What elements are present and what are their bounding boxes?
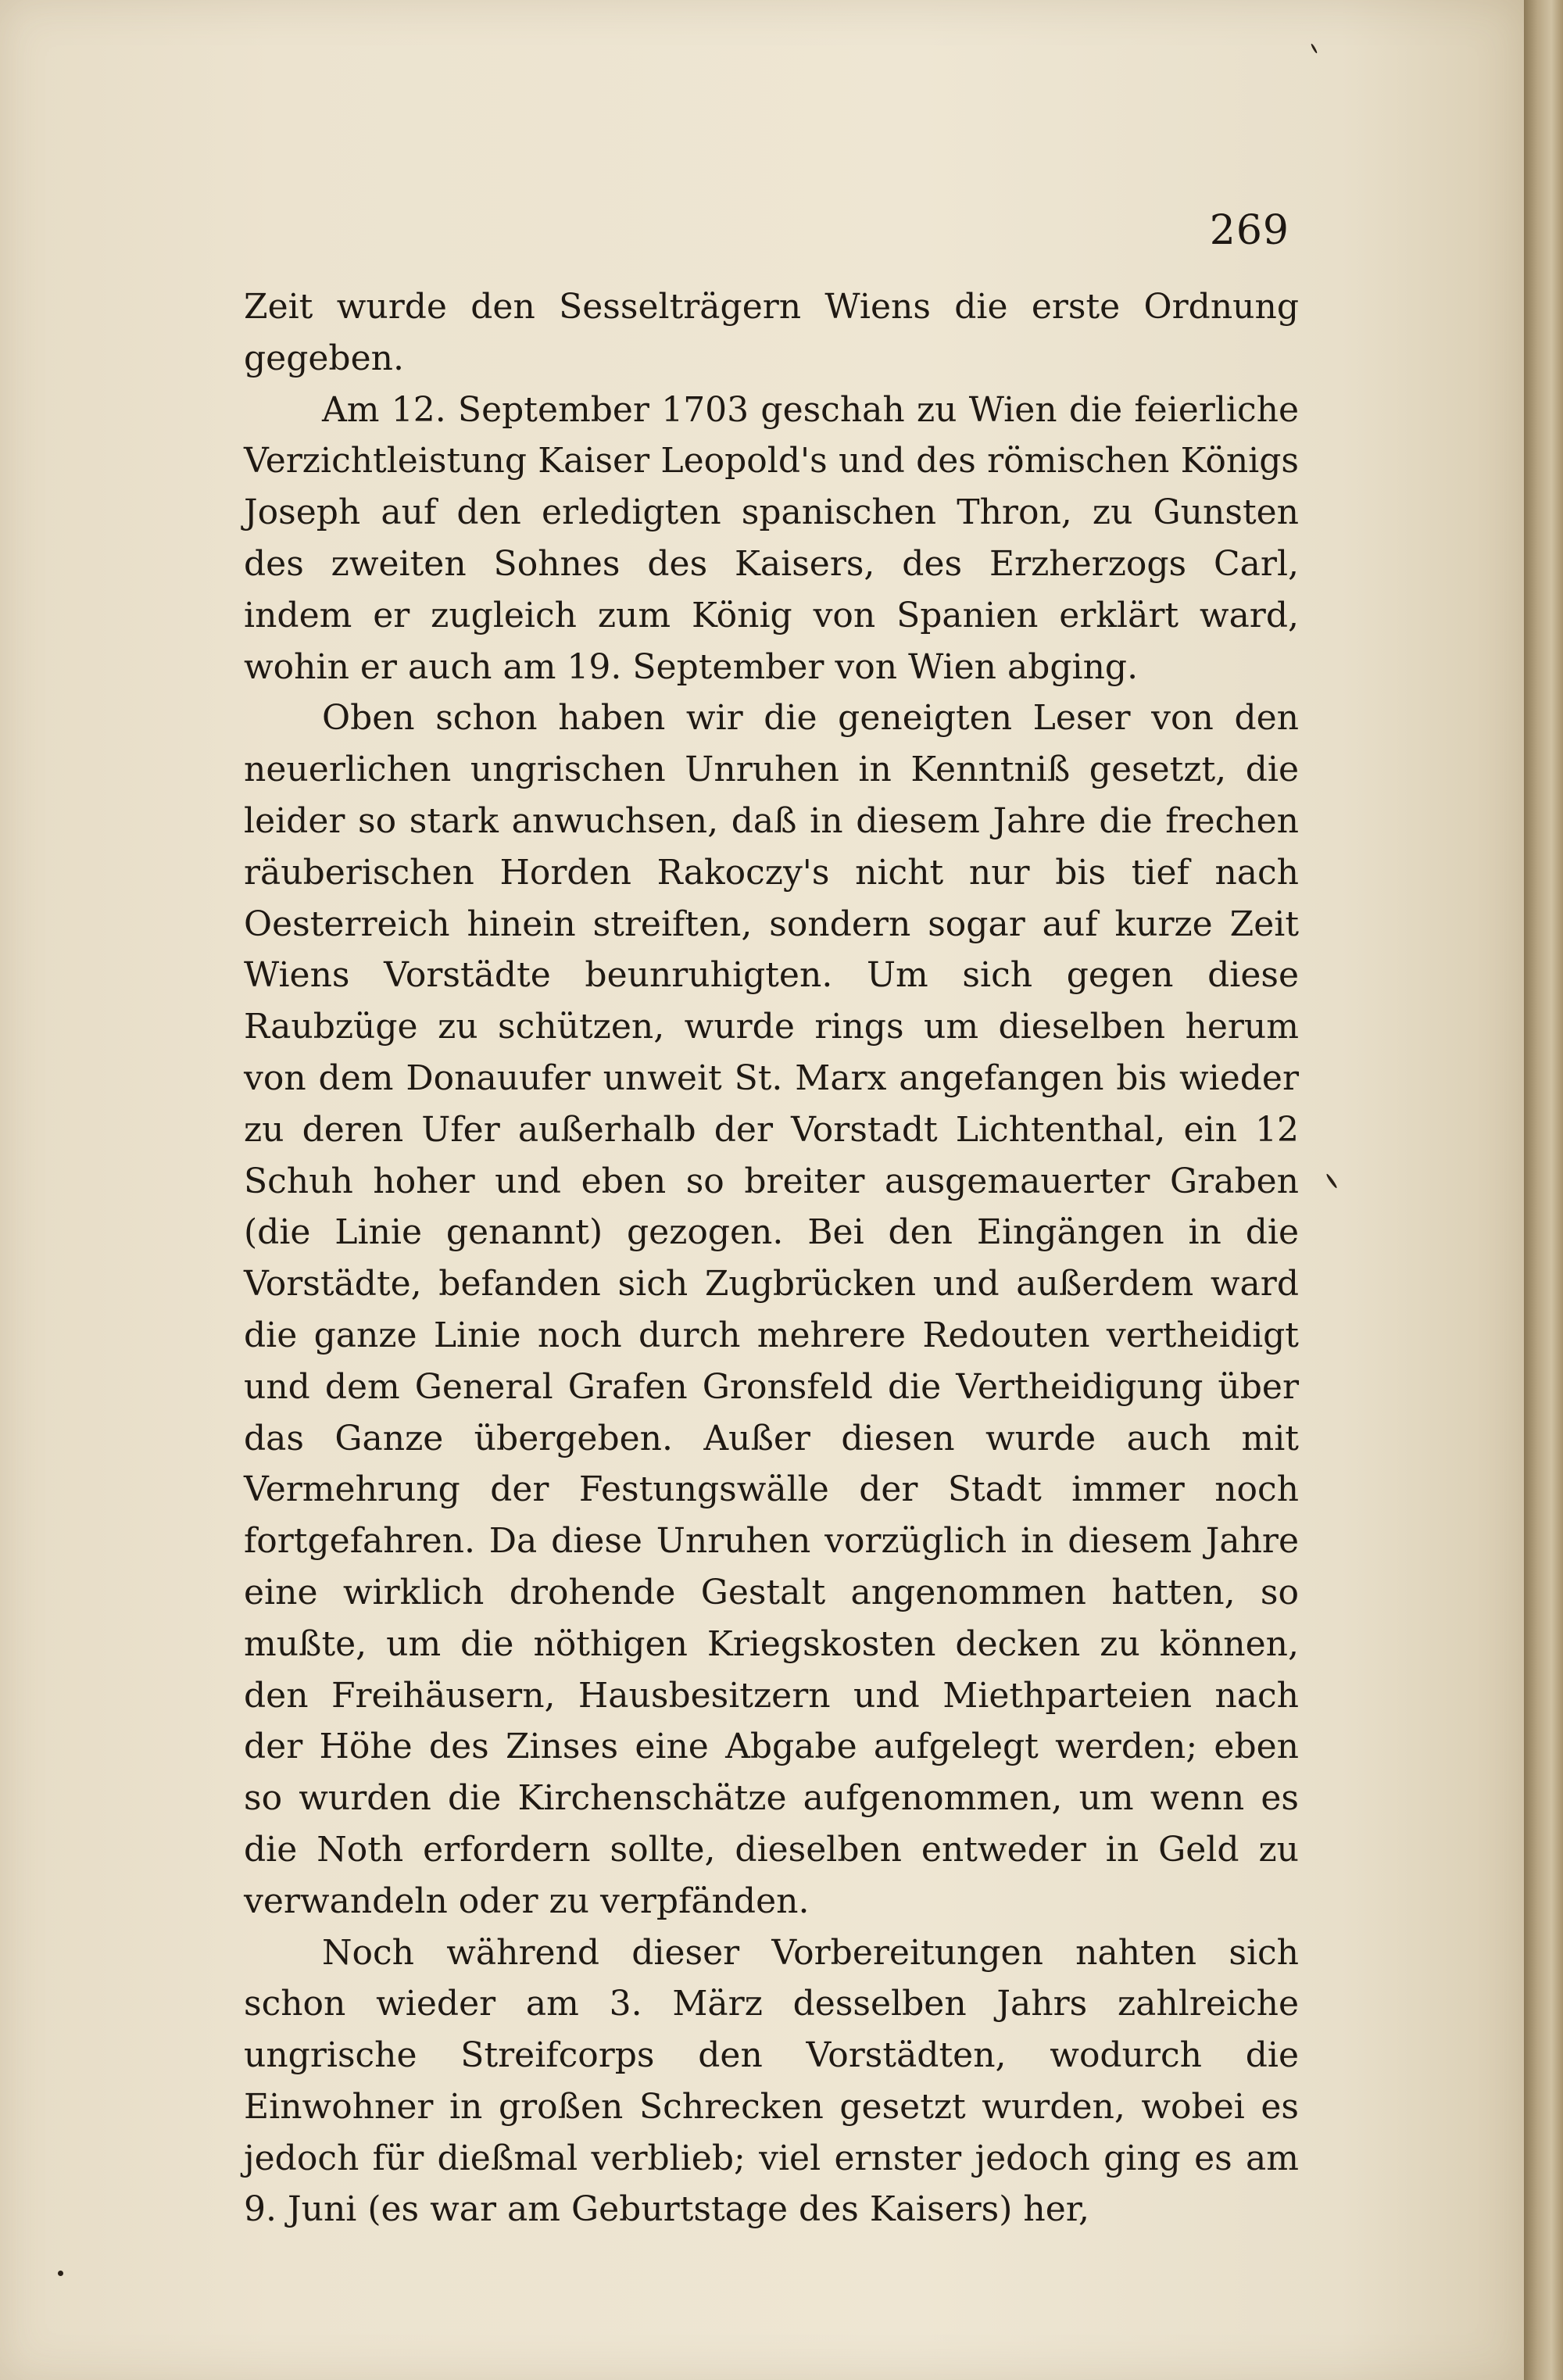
- paragraph-3: Oben schon haben wir die geneigten Leser von den neuerlichen ungrischen Unruhen in Kenntniß gesetzt, die leider so stark anwuchsen, daß in diesem Jahre die frechen räuberischen Horden Rakoczy's nicht nur bis tief nach Oesterreich hinein streiften, sondern sogar auf kurze Zeit Wiens Vorstädte beunruhigten. Um sich gegen diese Raubzüge zu schützen, wurde rings um dieselben herum von dem Donauufer unweit St. Marx angefangen bis wieder zu deren Ufer außerhalb der Vorstadt Lichtenthal, ein 12 Schuh hoher und eben so breiter ausgemauerter Graben (die Linie genannt) gezogen. Bei den Eingängen in die Vorstädte, befanden sich Zugbrücken und außerdem ward die ganze Linie noch durch mehrere Redouten vertheidigt und dem General Grafen Gronsfeld die Vertheidigung über das Ganze übergeben. Außer diesen wurde auch mit Vermehrung der Festungswälle der Stadt immer noch fortgefahren. Da diese Unruhen vorzüglich in diesem Jahre eine wirklich drohende Gestalt angenommen hatten, so mußte, um die nöthigen Kriegskosten decken zu können, den Freihäusern, Hausbesitzern und Miethparteien nach der Höhe des Zinses eine Abgabe aufgelegt werden; eben so wurden die Kirchenschätze aufgenommen, um wenn es die Noth erfordern sollte, dieselben entweder in Geld zu verwandeln oder zu verpfänden.: [244, 698, 1299, 1921]
- paragraph-1: Zeit wurde den Sesselträgern Wiens die erste Ordnung gegeben.: [244, 287, 1299, 378]
- page-number: 269: [1209, 207, 1289, 254]
- ink-speck: [58, 2271, 63, 2276]
- body-text: [244, 281, 1299, 2235]
- ink-speck: [1311, 43, 1318, 54]
- ink-speck: [1325, 1173, 1338, 1189]
- page-edge: [1524, 0, 1563, 2380]
- paragraph-2: Am 12. September 1703 geschah zu Wien die feierliche Verzichtleistung Kaiser Leopold's und des römischen Königs Joseph auf den erledigten spanischen Thron, zu Gunsten des zweiten Sohnes des Kaisers, des Erzherzogs Carl, indem er zugleich zum König von Spanien erklärt ward, wohin er auch am 19. September von Wien abging.: [244, 389, 1299, 687]
- paragraph-4: Noch während dieser Vorbereitungen nahten sich schon wieder am 3. März desselben Jahrs zahlreiche ungrische Streifcorps den Vorstädten, wodurch die Einwohner in großen Schrecken gesetzt wurden, wobei es jedoch für dießmal verblieb; viel ernster jedoch ging es am 9. Juni (es war am Geburtstage des Kaisers) her,: [244, 1932, 1299, 2230]
